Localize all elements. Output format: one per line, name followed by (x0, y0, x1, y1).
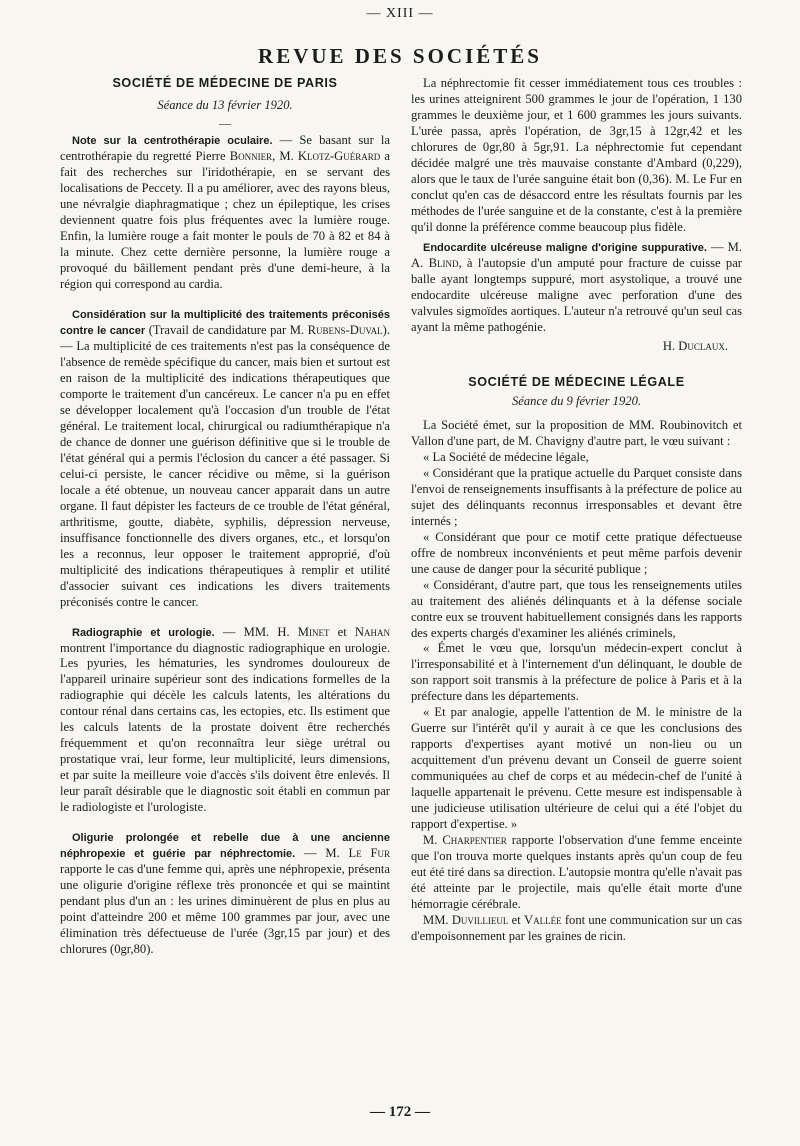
author-name: Charpentier (442, 833, 507, 848)
author-name: Minet (297, 624, 330, 639)
paragraph: « Considérant, d'autre part, que tous les renseignements utiles au traitement des aliénés délinquants et à la défense sociale contre eux se trouvent habituellement consignés dans les rapports des experts chargés d'examiner les aliénés criminels, (411, 577, 742, 640)
right-column (411, 76, 742, 945)
signature: H. Duclaux. (662, 338, 728, 353)
author-name: Duvillieul (451, 913, 509, 928)
paragraph-ricin: MM. Duvillieul et Vallée font une communication sur un cas d'empoisonnement par les graines de ricin. (411, 913, 742, 944)
paragraph: La Société émet, sur la proposition de MM. Roubinovitch et Vallon d'une part, de M. Chavigny d'autre part, le vœu suivant : (411, 417, 742, 448)
left-column (60, 76, 390, 958)
author-name: Klotz-Guérard (297, 148, 381, 163)
paragraph-charpentier: M. Charpentier rapporte l'observation d'une femme enceinte que l'on trouva morte quelques instants après qu'un coup de feu eut été tiré dans sa direction. L'autopsie montra qu'elle n'avait pas été atteinte par le projectile, mais qu'elle était morte d'une hémorragie cérébrale. (411, 833, 743, 912)
article-oligurie-continued: La néphrectomie fit cesser immédiatement tous ces troubles : les urines atteignirent 500 grammes le jour de l'opération, 1 130 grammes le deuxième jour, et 1 600 grammes les jours suivants. L'urée passa, après l'opération, de 3gr,15 à 12gr,42 et les chlorures de 0gr,80 à 5gr,91. La néphrectomie fut cependant décidée malgré une très mauvaise constante d'Ambard (0,229), alors que le taux de l'urée sanguine était bon (0,36). M. Le Fur en conclut qu'en cas de désaccord entre les résultats fournis par les méthodes de l'urée sanguine et de la constante, c'est à la première qu'il donne la préférence comme beaucoup plus fidèle. (411, 76, 742, 234)
author-name: Bonnier (229, 148, 273, 163)
article-oligurie: Oligurie prolongée et rebelle due à une ancienne néphropexie et guérie par néphrectomie. — M. Le Fur rapporte le cas d'une femme qui, après une néphropexie, présenta une oligurie d'origine réflexe très prononcée et qui se maintint pendant plus d'un an : les urines diminuèrent de plus en plus au point d'atteindre 200 et même 100 grammes par jour, avec une élimination très défectueuse de l'urée (3gr,15 par jour) et des chlorures (0gr,80). (60, 832, 390, 957)
society-title-legale: SOCIÉTÉ DE MÉDECINE LÉGALE (468, 374, 685, 389)
society-title-paris: SOCIÉTÉ DE MÉDECINE DE PARIS (112, 76, 338, 90)
author-name: Vallée (524, 913, 562, 928)
author-name: Blind (428, 255, 459, 270)
author-name: Rubens-Duval (307, 322, 383, 337)
article-heading: Note sur la centrothérapie oculaire. (72, 134, 273, 147)
paragraph: « Et par analogie, appelle l'attention de M. le ministre de la Guerre sur l'intérêt qu'il y aurait à ce que les conclusions des rapports d'expertises ayant motivé un non-lieu ou un acquittement d'un prévenu devant un Conseil de guerre soient communiquées au chef de corps et au médecin-chef de l'unité à laquelle appartenait le prévenu. Cette mesure est indispensable à une judicieuse utilisation ultérieure de celui qui a été l'objet du rapport d'expertise. » (411, 705, 742, 832)
page-roman-number: — XIII — (366, 6, 434, 21)
paragraph: « Considérant que pour ce motif cette pratique défectueuse offre de nombreux inconvénients et peut même parfois devenir une cause de danger pour la sécurité publique ; (411, 529, 742, 576)
article-heading: Endocardite ulcéreuse maligne d'origine suppurative. (423, 241, 707, 254)
article-radiographie: Radiographie et urologie. — MM. H. Minet et Nahan montrent l'importance du diagnostic radiographique en urologie. Les pyuries, les hématuries, les syndromes douloureux de l'appareil urinaire supérieur sont des indications formelles de la radiographie qui décèle les calculs latents, les altérations du contour rénal dans certains cas, les ectopies, etc. Ils estiment que les calculs latents de la prostate doivent être recherchés fréquemment et qu'on reconnaîtra leur siège urétral ou prostatique vrai, leur forme, leur multiplicité, leurs dimensions, et par suite la meilleure voie d'accès s'ils doivent être enlevés. Il leur paraît désirable que le diagnostic soit établi en commun par le radiologiste et l'urologiste. (60, 624, 390, 815)
article-heading: Considération sur la multiplicité des traitements préconisés contre le cancer (60, 308, 390, 337)
paragraph: « La Société de médecine légale, (423, 449, 589, 464)
journal-section-title: REVUE DES SOCIÉTÉS (258, 44, 542, 68)
article-centrotherapie: Note sur la centrothérapie oculaire. — Se basant sur la centrothérapie du regretté Pierre Bonnier, M. Klotz-Guérard a fait des recherches sur l'iridothérapie, en se servant des localisations de Peccety. Il a pu améliorer, avec des rayons bleus, une névralgie diaphragmatique ; chez un épileptique, les crises deviennent quatre fois plus fréquentes avec la lumière rouge. Enfin, la lumière rouge a fait monter le pouls de 70 à 82 et 84 à la minute. Chez cette dernière personne, la lumière rouge a provoqué du bâillement pendant près d'une demi-heure, à la région qui correspond au cardia. (60, 132, 390, 291)
article-endocardite: Endocardite ulcéreuse maligne d'origine suppurative. — M. A. Blind, à l'autopsie d'un amputé pour fracture de cuisse par balle ayant longtemps suppuré, mort asystolique, a trouvé une endocardite ulcéreuse maligne avec perforation d'une des valvules sigmoïdes aortiques. L'auteur n'a retrouvé qu'un seul cas ayant la même pathogénie. (411, 239, 742, 334)
session-date-legale: Séance du 9 février 1920. (511, 393, 642, 408)
paragraph: « Émet le vœu que, lorsqu'un médecin-expert conclut à l'irresponsabilité et à l'internement d'un délinquant, le double de son rapport soit transmis à la préfecture de police à Paris et à la préfecture dans les départements. (411, 641, 742, 704)
author-name: Nahan (354, 624, 390, 639)
article-cancer: Considération sur la multiplicité des traitements préconisés contre le cancer (Travail de candidature par M. Rubens-Duval). — La multiplicité de ces traitements n'est pas la conséquence de l'absence de remède spécifique du cancer, mais bien et surtout est en raison de la multiplicité des indications thérapeutiques que comporte le traitement d'un cancéreux. Le cancer n'a pu en effet se développer localement qu'à l'occasion d'un trouble de l'état général. Le traitement local, chirurgical ou radiumthérapique n'a de chance de donner une guérison définitive que si le trouble de l'état général qui a permis l'éclosion du cancer a été passager. Si celui-ci persiste, le cancer récidive ou même, si la guérison locale a été obtenue, un nouveau cancer apparait dans un autre organe. Il faut dépister les facteurs de ce trouble de l'état général, arthritisme, goutte, diabète, syphilis, dépression nerveuse, insuffisance fonctionnelle des divers organes, etc., et lorsqu'on les a reconnus, leur opposer le traitement approprié, d'où multiplicité des indications thérapeutiques à remplir et utilité d'associer suivant ces indications les divers traitements préconisés contre le cancer. (60, 308, 390, 609)
author-name: Le Fur (348, 846, 390, 861)
paragraph: « Considérant que la pratique actuelle du Parquet consiste dans l'envoi de renseignements insuffisants à la préfecture de police au sujet des délinquants reconnus irresponsables et devant être internés ; (411, 465, 742, 528)
session-date-paris: Séance du 13 février 1920. (157, 97, 293, 112)
section-rule (219, 124, 231, 125)
article-heading: Radiographie et urologie. (72, 626, 215, 639)
article-heading: Oligurie prolongée et rebelle due à une ancienne néphropexie et guérie par néphrectomie. (60, 832, 390, 861)
page-number: — 172 — (370, 1104, 430, 1120)
